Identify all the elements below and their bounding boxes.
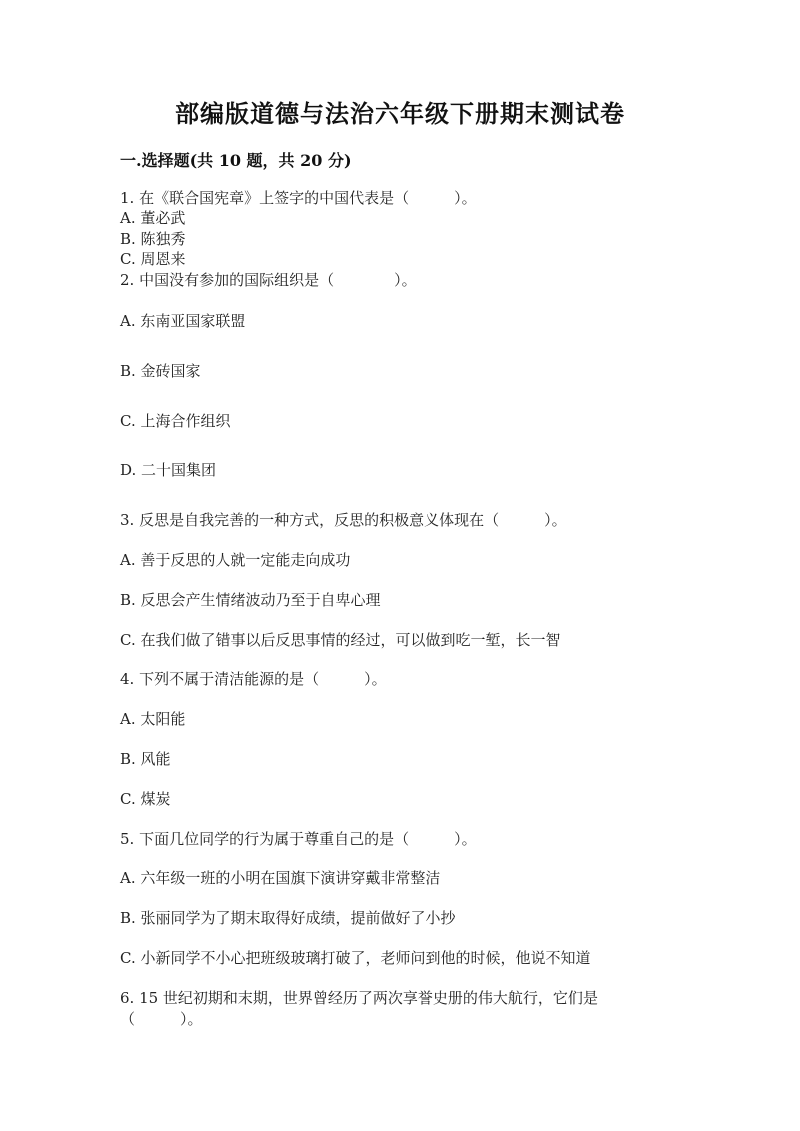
question-2-option-d: D. 二十国集团 bbox=[120, 461, 217, 479]
question-4-option-c: C. 煤炭 bbox=[120, 790, 171, 808]
document-title: 部编版道德与法治六年级下册期末测试卷 bbox=[175, 99, 625, 128]
question-6-stem-continued: （ ）。 bbox=[120, 1010, 203, 1028]
question-5-stem: 5. 下面几位同学的行为属于尊重自己的是（ ）。 bbox=[120, 830, 477, 848]
question-1-option-a: A. 董必武 bbox=[120, 209, 186, 227]
question-2-option-a: A. 东南亚国家联盟 bbox=[120, 312, 246, 330]
question-3-option-b: B. 反思会产生情绪波动乃至于自卑心理 bbox=[120, 591, 381, 609]
question-5-option-b: B. 张丽同学为了期末取得好成绩，提前做好了小抄 bbox=[120, 909, 456, 927]
question-3-option-a: A. 善于反思的人就一定能走向成功 bbox=[120, 551, 351, 569]
question-4-option-b: B. 风能 bbox=[120, 750, 171, 768]
section-heading: 一.选择题(共 10 题，共 20 分) bbox=[120, 151, 352, 170]
question-2-stem: 2. 中国没有参加的国际组织是（ ）。 bbox=[120, 271, 417, 289]
question-1-option-c: C. 周恩来 bbox=[120, 250, 186, 268]
question-6-stem: 6. 15 世纪初期和末期，世界曾经历了两次享誉史册的伟大航行，它们是 bbox=[120, 989, 598, 1007]
question-3-stem: 3. 反思是自我完善的一种方式，反思的积极意义体现在（ ）。 bbox=[120, 511, 567, 529]
question-3-option-c: C. 在我们做了错事以后反思事情的经过，可以做到吃一堑，长一智 bbox=[120, 631, 561, 649]
question-4-stem: 4. 下列不属于清洁能源的是（ ）。 bbox=[120, 670, 387, 688]
question-2-option-c: C. 上海合作组织 bbox=[120, 412, 231, 430]
question-4-option-a: A. 太阳能 bbox=[120, 710, 186, 728]
question-5-option-c: C. 小新同学不小心把班级玻璃打破了，老师问到他的时候，他说不知道 bbox=[120, 949, 591, 967]
question-1-stem: 1. 在《联合国宪章》上签字的中国代表是（ ）。 bbox=[120, 189, 477, 207]
question-2-option-b: B. 金砖国家 bbox=[120, 362, 201, 380]
question-1-option-b: B. 陈独秀 bbox=[120, 230, 186, 248]
question-5-option-a: A. 六年级一班的小明在国旗下演讲穿戴非常整洁 bbox=[120, 869, 441, 887]
